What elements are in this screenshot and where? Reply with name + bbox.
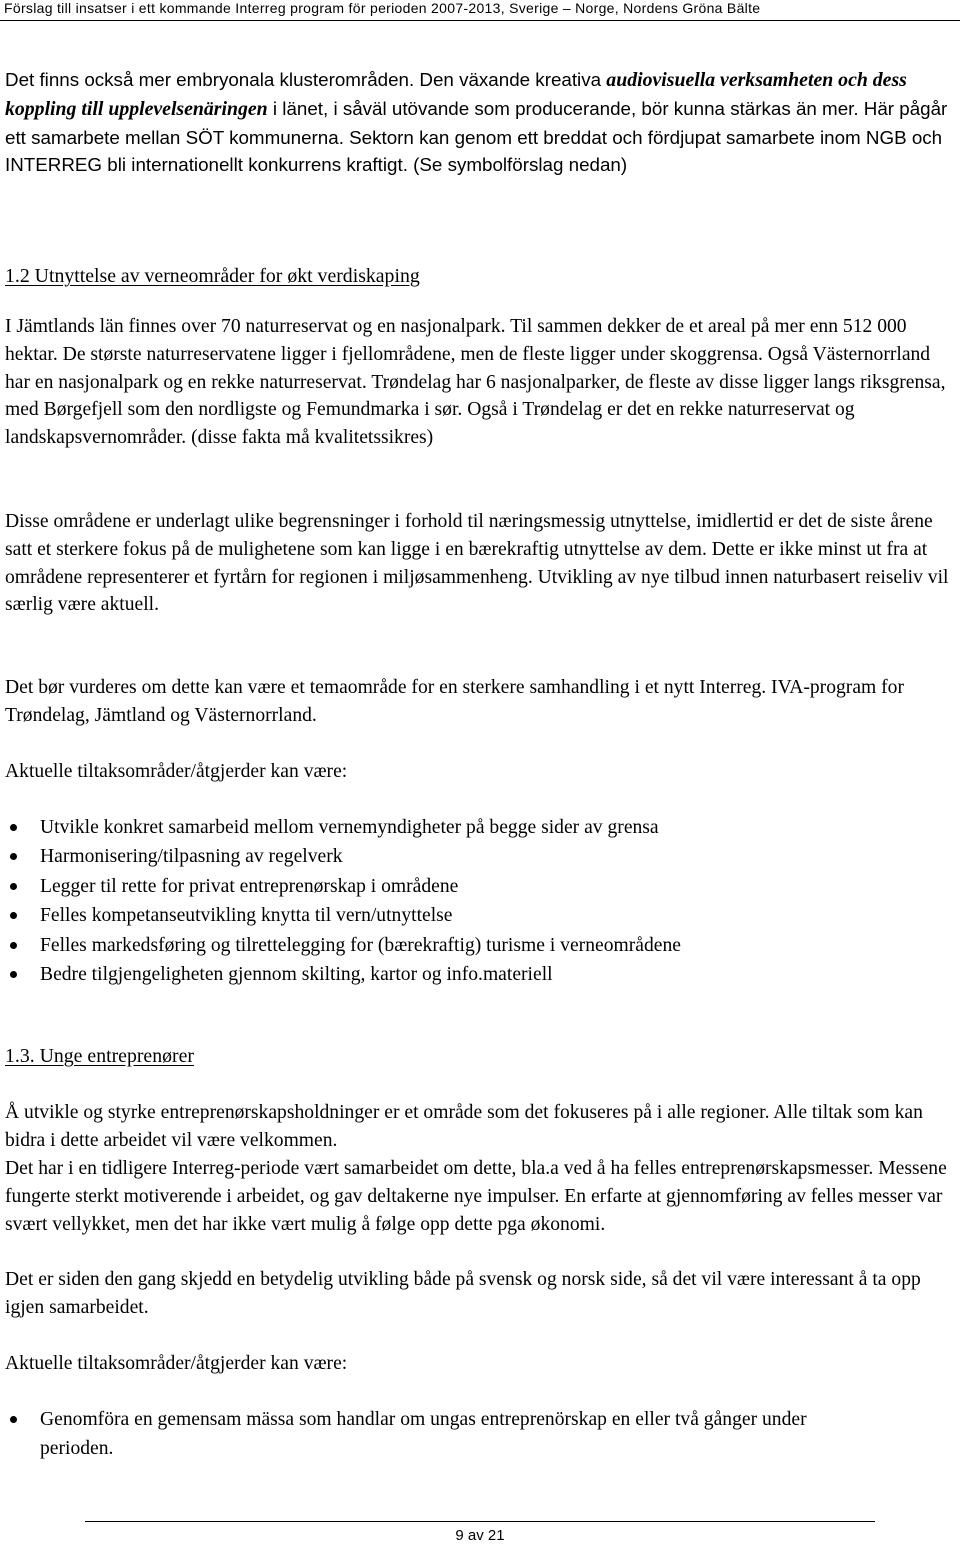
running-header: Förslag till insatser i ett kommande Interreg program för perioden 2007-2013, Sverige – Norge, Nordens Gröna Bälte	[4, 0, 761, 16]
list-item: Utvikle konkret samarbeid mellom vernemyndigheter på begge sider av grensa	[0, 813, 950, 842]
list-item: Genomföra en gemensam mässa som handlar om ungas entreprenörskap en eller två gånger under perioden.	[0, 1405, 870, 1464]
section-1-2-paragraph-3: Det bør vurderes om dette kan være et temaområde for en sterkere samhandling i et nytt Interreg. IVA-program for Trøndelag, Jämtland og Västernorrland.	[5, 677, 904, 726]
header-divider	[0, 20, 960, 21]
section-1-3-paragraph-3: Det er siden den gang skjedd en betydelig utvikling både på svensk og norsk side, så det vil være interessant å ta opp igjen samarbeidet.	[5, 1269, 921, 1318]
section-1-2-paragraph-2: Disse områdene er underlagt ulike begrensninger i forhold til næringsmessig utnyttelse, imidlertid er det de siste årene satt et sterkere fokus på de mulighetene som kan ligge i en bærekraftig utnyttelse av dem. Dette er ikke minst ut fra at områdene representerer et fyrtårn for regionen i miljøsammenheng. Utvikling av nye tilbud innen naturbasert reiseliv vil særlig være aktuell.	[5, 511, 949, 616]
section-1-3-paragraph-2: Det har i en tidligere Interreg-periode vært samarbeidet om dette, bla.a ved å ha felles entreprenørskapsmesser. Messene fungerte sterkt motiverende i arbeidet, og gav deltakerne nye impulser. En erfarte at gjennomføring av felles messer var svært vellykket, men det har ikke vært mulig å følge opp dette pga økonomi.	[5, 1158, 947, 1235]
list-item: Bedre tilgjengeligheten gjennom skilting, kartor og info.materiell	[0, 960, 950, 989]
list-item: Felles kompetanseutvikling knytta til vern/utnyttelse	[0, 901, 950, 930]
section-1-2-bullet-list	[0, 813, 950, 989]
page-number: 9 av 21	[455, 1527, 505, 1544]
section-1-2-paragraph-1: I Jämtlands län finnes over 70 naturreservat og en nasjonalpark. Til sammen dekker de et areal på mer enn 512 000 hektar. De største naturreservatene ligger i fjellområdene, men de fleste ligger under skoggrensa. Også Västernorrland har en nasjonalpark og en rekke naturreservat. Trøndelag har 6 nasjonalparker, de fleste av disse ligger langs riksgrensa, med Børgefjell som den nordligste og Femundmarka i sør. Også i Trøndelag er det en rekke naturreservat og landskapsvernområder. (disse fakta må kvalitetssikres)	[5, 316, 946, 449]
section-heading-1-2: 1.2 Utnyttelse av verneområder for økt verdiskaping	[5, 265, 420, 287]
intro-text-2: i länet, i såväl utövande som producerande, bör kunna stärkas än mer. Här pågår ett samarbete mellan SÖT kommunerna. Sektorn kan genom ett breddat och fördjupat samarbete inom NGB och INTERREG bli internationellt konkurrens kraftigt. (Se symbolförslag nedan)	[5, 97, 948, 176]
intro-text-1: Det finns också mer embryonala klusterområden. Den växande kreativa	[5, 69, 607, 90]
section-1-3-bullet-list	[0, 1405, 950, 1464]
footer-divider	[85, 1521, 875, 1522]
section-1-3-measures-label: Aktuelle tiltaksområder/åtgjerder kan være:	[5, 1353, 348, 1374]
intro-emphasis: audiovisuella verksamheten och dess koppling till upplevelsenäringen	[5, 69, 907, 120]
intro-paragraph	[5, 66, 957, 179]
section-1-2-measures-label: Aktuelle tiltaksområder/åtgjerder kan være:	[5, 761, 348, 782]
list-item: Felles markedsføring og tilrettelegging for (bærekraftig) turisme i verneområdene	[0, 931, 950, 960]
list-item: Legger til rette for privat entreprenørskap i områdene	[0, 872, 950, 901]
section-heading-1-3: 1.3. Unge entreprenører	[5, 1045, 194, 1067]
section-1-3-paragraph-1: Å utvikle og styrke entreprenørskapsholdninger er et område som det fokuseres på i alle regioner. Alle tiltak som kan bidra i dette arbeidet vil være velkommen.	[5, 1102, 923, 1151]
list-item: Harmonisering/tilpasning av regelverk	[0, 842, 950, 871]
